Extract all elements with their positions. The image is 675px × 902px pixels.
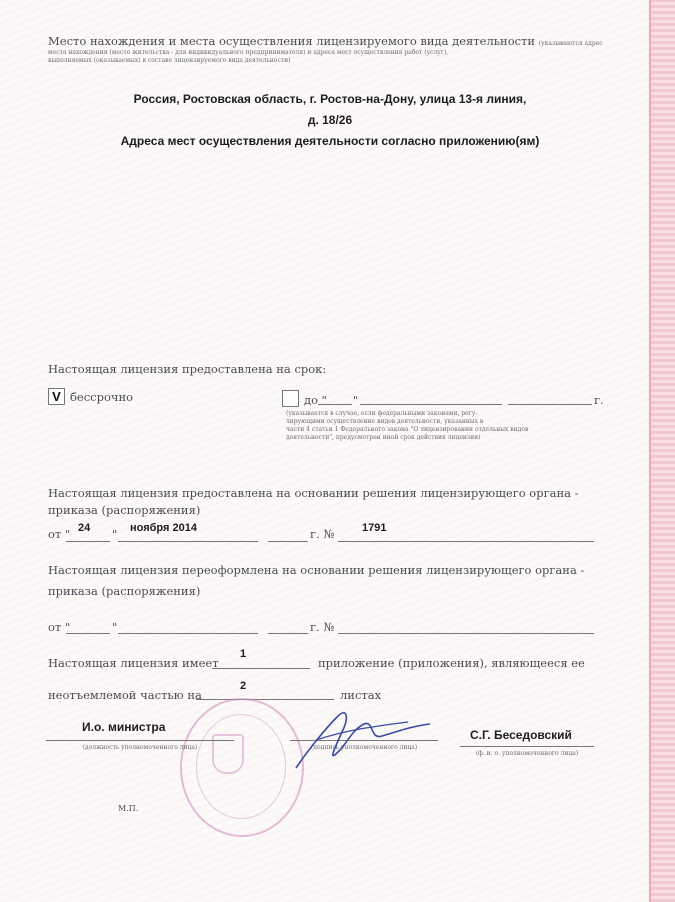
grant-number: 1791 xyxy=(362,522,387,534)
grant-year-suffix: г. № xyxy=(310,527,335,541)
term-note-1: (указывается в случае, если федеральными законами, регу- xyxy=(286,410,478,417)
handwritten-signature xyxy=(286,700,436,775)
signatory-name: С.Г. Беседовский xyxy=(470,728,572,742)
grant-line2: приказа (распоряжения) xyxy=(48,503,201,517)
option-until-quote: " xyxy=(353,393,359,407)
term-note-4: деятельности", предусмотрен иной срок действия лицензии) xyxy=(286,434,481,441)
address-line2: д. 18/26 xyxy=(307,113,353,127)
position-caption: (должность уполномоченного лица) xyxy=(82,744,198,751)
option-until-suffix: г. xyxy=(594,393,604,407)
decorative-border xyxy=(649,0,675,902)
reissue-quote: " xyxy=(112,620,118,634)
stamp-place-mark: М.П. xyxy=(118,804,139,813)
attachments-count-line xyxy=(212,668,310,669)
checkbox-until-date[interactable] xyxy=(282,390,299,407)
grant-year-line xyxy=(268,541,308,542)
term-label: Настоящая лицензия предоставлена на срок: xyxy=(48,362,327,376)
checkbox-unlimited[interactable]: V xyxy=(48,388,65,405)
attachments-count: 1 xyxy=(240,648,247,660)
until-month-line xyxy=(360,404,502,405)
reissue-month-line xyxy=(118,633,258,634)
reissue-line1: Настоящая лицензия переоформлена на основании решения лицензирующего органа - xyxy=(48,563,585,577)
location-note-line3: выполняемых (оказываемых) в составе лицензируемого вида деятельности) xyxy=(48,57,291,64)
address-line1: Россия, Ростовская область, г. Ростов-на-Дону, улица 13-я линия, xyxy=(133,92,527,106)
reissue-day-line xyxy=(66,633,110,634)
grant-day: 24 xyxy=(78,522,91,534)
until-day-line xyxy=(318,404,352,405)
name-line xyxy=(460,746,594,747)
grant-quote: " xyxy=(112,527,118,541)
location-heading-text: Место нахождения и места осуществления лицензируемого вида деятельности xyxy=(48,34,536,48)
grant-line1: Настоящая лицензия предоставлена на основании решения лицензирующего органа - xyxy=(48,486,579,500)
attachments-suffix: приложение (приложения), являющееся ее xyxy=(318,656,585,670)
name-caption: (ф. и. о. уполномоченного лица) xyxy=(475,750,579,757)
grant-from: от " xyxy=(48,527,71,541)
grant-number-line xyxy=(338,541,594,542)
attachments-prefix: Настоящая лицензия имеет xyxy=(48,656,219,670)
option-until-prefix: до " xyxy=(304,393,327,407)
signatory-position: И.о. министра xyxy=(82,720,166,734)
location-heading xyxy=(48,34,608,49)
reissue-year-line xyxy=(268,633,308,634)
until-year-line xyxy=(508,404,592,405)
term-note-2: лирующими осуществление видов деятельности, указанных в xyxy=(286,418,484,425)
grant-month-year: ноября 2014 xyxy=(130,522,197,534)
address-line3: Адреса мест осуществления деятельности согласно приложению(ям) xyxy=(120,134,540,148)
attachments-sheets-prefix: неотъемлемой частью на xyxy=(48,688,202,702)
reissue-number-line xyxy=(338,633,594,634)
signature-caption: (подпись уполномоченного лица) xyxy=(310,744,418,751)
grant-month-line xyxy=(118,541,258,542)
reissue-year-suffix: г. № xyxy=(310,620,335,634)
option-unlimited: бессрочно xyxy=(70,390,134,404)
reissue-from: от " xyxy=(48,620,71,634)
attachments-sheets-suffix: листах xyxy=(340,688,382,702)
grant-day-line xyxy=(66,541,110,542)
position-line xyxy=(46,740,234,741)
attachments-sheets: 2 xyxy=(240,680,247,692)
reissue-line2: приказа (распоряжения) xyxy=(48,584,201,598)
term-note-3: части 4 статьи 1 Федерального закона "О лицензировании отдельных видов xyxy=(286,426,529,433)
location-note-inline: (указываются адрес xyxy=(538,40,603,47)
location-note-line2: места нахождения (место жительства - для индивидуального предпринимателя) и адреса мест осуществления работ (услуг), xyxy=(48,49,449,56)
